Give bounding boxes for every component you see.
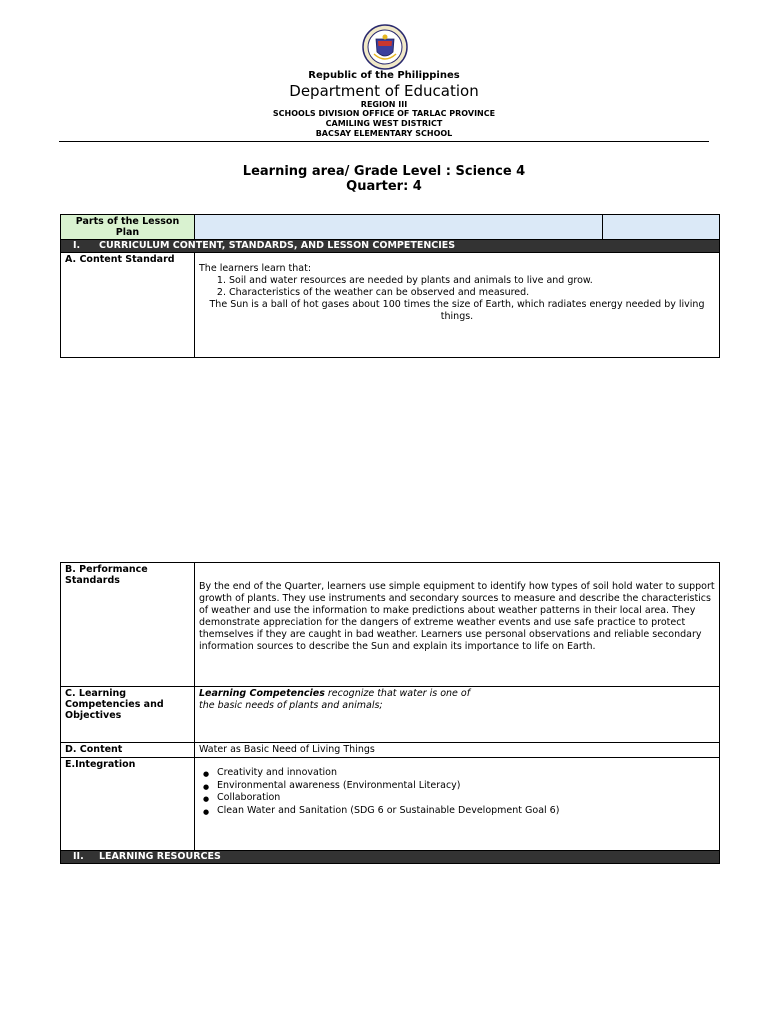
header-division: SCHOOLS DIVISION OFFICE OF TARLAC PROVINCE (272, 109, 496, 118)
header-blank-cell-right (603, 215, 720, 240)
list-item: 1. Soil and water resources are needed by plants and animals to live and grow. (229, 275, 715, 287)
header-republic: Republic of the Philippines (308, 70, 460, 81)
competencies-line1: recognize that water is one of (324, 688, 471, 699)
section-learning-resources-bar (61, 851, 720, 864)
competencies-bold: Learning Competencies (199, 688, 325, 699)
header-divider (59, 141, 709, 142)
content-standard-value (195, 253, 720, 358)
lesson-plan-table-part1 (60, 214, 720, 358)
content-sun-text: The Sun is a ball of hot gases about 100 times the size of Earth, which radiates energy needed by living things. (209, 299, 705, 322)
section-title: CURRICULUM CONTENT, STANDARDS, AND LESSON COMPETENCIES (99, 240, 456, 251)
parts-of-lesson-plan-header: Parts of the Lesson Plan (61, 215, 195, 240)
content-value: Water as Basic Need of Living Things (195, 743, 720, 758)
list-item: ● Clean Water and Sanitation (SDG 6 or Sustainable Development Goal 6) (217, 805, 715, 818)
performance-standards-label: B. Performance Standards (61, 563, 195, 687)
content-label: D. Content (61, 743, 195, 758)
list-item: 2. Characteristics of the weather can be observed and measured. (229, 287, 715, 299)
section-title: LEARNING RESOURCES (99, 851, 221, 862)
lesson-plan-table-part2 (60, 562, 720, 864)
competencies-line2: the basic needs of plants and animals; (199, 700, 383, 711)
performance-standards-value: By the end of the Quarter, learners use simple equipment to identify how types of soil hold water to support growth of plants. They use instruments and secondary sources to measure and describe the characteristics of weather and use the information to make predictions about weather patterns in their local area. They demonstrate appreciation for the dangers of extreme weather events and use safe practice to protect themselves if they are caught in bad weather. Learners use personal observations and reliable secondary information sources to describe the Sun and explain its importance to life on Earth. (195, 563, 720, 687)
learning-competencies-label: C. Learning Competencies and Objectives (61, 687, 195, 743)
integration-value (195, 758, 720, 851)
header-district: CAMILING WEST DISTRICT (325, 119, 443, 128)
header-department: Department of Education (289, 82, 479, 100)
integration-list (199, 767, 715, 817)
section-roman-numeral: II. (73, 851, 84, 862)
section-roman-numeral: I. (73, 240, 81, 251)
section-curriculum-bar (61, 240, 720, 253)
quarter-title: Quarter: 4 (346, 179, 422, 194)
deped-seal-icon (362, 24, 408, 70)
header-school: BACSAY ELEMENTARY SCHOOL (315, 129, 453, 138)
list-item: ● Environmental awareness (Environmental Literacy) (217, 780, 715, 793)
content-standard-list (199, 275, 715, 299)
learning-competencies-value (195, 687, 720, 743)
learning-area-title: Learning area/ Grade Level : Science 4 (242, 164, 526, 179)
integration-label: E.Integration (61, 758, 195, 851)
list-item: ● Collaboration (217, 792, 715, 805)
content-standard-label: A. Content Standard (61, 253, 195, 358)
header-blank-cell (195, 215, 603, 240)
content-intro: The learners learn that: (199, 263, 312, 274)
header-region: REGION III (360, 100, 408, 109)
list-item: ● Creativity and innovation (217, 767, 715, 780)
